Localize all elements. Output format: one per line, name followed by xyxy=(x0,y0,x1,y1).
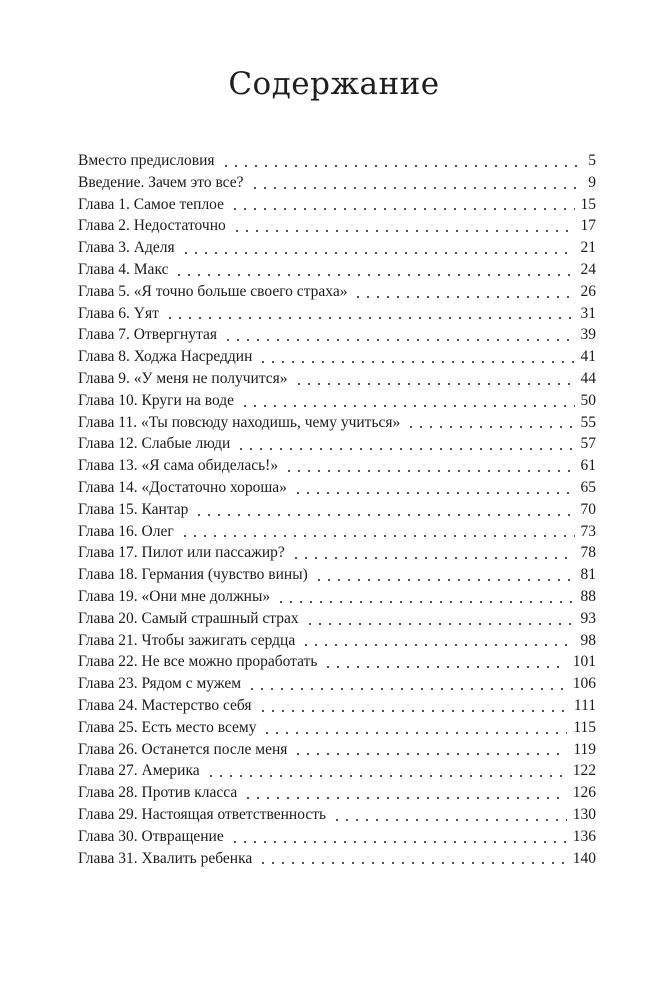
dot-leader xyxy=(258,862,566,864)
toc-entry-title: Глава 23. Рядом с мужем xyxy=(78,675,242,693)
toc-entry xyxy=(78,477,596,499)
dot-leader xyxy=(294,383,575,385)
toc-entry-page-number: 9 xyxy=(588,173,596,191)
dot-leader xyxy=(194,514,574,516)
toc-entry-page-number: 130 xyxy=(572,805,596,823)
toc-entry-title: Глава 20. Самый страшный страх xyxy=(78,609,299,627)
dot-leader xyxy=(206,775,567,777)
dot-leader xyxy=(276,601,574,603)
dot-leader xyxy=(293,753,567,755)
toc-entry xyxy=(78,346,596,368)
toc-entry-title: Глава 24. Мастерство себя xyxy=(78,696,252,714)
toc-entry-page-number: 41 xyxy=(580,348,596,366)
toc-entry xyxy=(78,215,596,237)
toc-entry xyxy=(78,237,596,259)
toc-entry-title: Глава 22. Не все можно проработать xyxy=(78,653,318,671)
toc-entry-title: Глава 31. Хвалить ребенка xyxy=(78,849,253,867)
toc-entry-page-number: 115 xyxy=(573,718,596,736)
dot-leader xyxy=(180,535,575,537)
dot-leader xyxy=(262,732,567,734)
dot-leader xyxy=(232,230,575,232)
toc-entry xyxy=(78,739,596,761)
dot-leader xyxy=(301,644,574,646)
toc-entry-title: Глава 10. Круги на воде xyxy=(78,391,235,409)
dot-leader xyxy=(293,492,575,494)
toc-entry xyxy=(78,368,596,390)
toc-entry xyxy=(78,826,596,848)
dot-leader xyxy=(250,187,582,189)
toc-entry-page-number: 15 xyxy=(580,195,596,213)
toc-entry-page-number: 24 xyxy=(580,260,596,278)
dot-leader xyxy=(240,405,574,407)
toc-entry xyxy=(78,804,596,826)
dot-leader xyxy=(236,448,574,450)
toc-entry xyxy=(78,303,596,325)
toc-entry xyxy=(78,564,596,586)
toc-entry-page-number: 65 xyxy=(580,478,596,496)
toc-entry-title: Глава 8. Ходжа Насреддин xyxy=(78,348,253,366)
toc-entry xyxy=(78,324,596,346)
toc-entry xyxy=(78,390,596,412)
dot-leader xyxy=(221,165,583,167)
toc-entry xyxy=(78,172,596,194)
toc-entry xyxy=(78,651,596,673)
toc-entry-page-number: 122 xyxy=(572,762,596,780)
toc-entry xyxy=(78,455,596,477)
toc-entry-title: Глава 15. Кантар xyxy=(78,500,189,518)
toc-entry-page-number: 98 xyxy=(580,631,596,649)
dot-leader xyxy=(284,470,574,472)
dot-leader xyxy=(323,666,566,668)
toc-entry-page-number: 73 xyxy=(580,522,596,540)
toc-entry-title: Глава 18. Германия (чувство вины) xyxy=(78,566,308,584)
dot-leader xyxy=(353,296,574,298)
toc-entry-title: Глава 25. Есть место всему xyxy=(78,718,257,736)
dot-leader xyxy=(258,361,574,363)
toc-entry xyxy=(78,521,596,543)
toc-entry-page-number: 101 xyxy=(572,653,596,671)
toc-entry xyxy=(78,150,596,172)
toc-entry-page-number: 55 xyxy=(580,413,596,431)
toc-entry-page-number: 81 xyxy=(580,566,596,584)
toc-entry-page-number: 26 xyxy=(580,282,596,300)
toc-entry-page-number: 21 xyxy=(580,239,596,257)
toc-entry-page-number: 44 xyxy=(580,369,596,387)
dot-leader xyxy=(174,274,574,276)
toc-entry xyxy=(78,608,596,630)
toc-entry-page-number: 57 xyxy=(580,435,596,453)
toc-entry-title: Глава 21. Чтобы зажигать сердца xyxy=(78,631,296,649)
page-title: Содержание xyxy=(228,66,440,102)
toc-entry-page-number: 140 xyxy=(572,849,596,867)
toc-entry-page-number: 126 xyxy=(572,784,596,802)
dot-leader xyxy=(291,557,575,559)
toc-entry-page-number: 31 xyxy=(580,304,596,322)
dot-leader xyxy=(314,579,575,581)
dot-leader xyxy=(305,623,575,625)
toc-entry-title: Глава 26. Останется после меня xyxy=(78,740,288,758)
toc-entry xyxy=(78,586,596,608)
toc-entry-page-number: 17 xyxy=(580,217,596,235)
toc-entry-title: Глава 11. «Ты повсюду находишь, чему учиться» xyxy=(78,413,401,431)
toc-entry-title: Глава 2. Недостаточно xyxy=(78,217,226,235)
toc-entry-title: Глава 19. «Они мне должны» xyxy=(78,587,271,605)
toc-entry-page-number: 78 xyxy=(580,544,596,562)
toc-entry-page-number: 106 xyxy=(572,675,596,693)
toc-entry xyxy=(78,194,596,216)
toc-entry-title: Глава 29. Настоящая ответственность xyxy=(78,805,327,823)
toc-entry-title: Глава 6. Yят xyxy=(78,304,159,322)
toc-entry-page-number: 111 xyxy=(573,696,596,714)
toc-entry xyxy=(78,433,596,455)
dot-leader xyxy=(247,688,567,690)
toc-entry-page-number: 136 xyxy=(572,827,596,845)
toc-entry-title: Вместо предисловия xyxy=(78,152,215,169)
toc-entry-title: Введение. Зачем это все? xyxy=(78,173,244,191)
toc-entry-page-number: 39 xyxy=(580,326,596,344)
toc-entry xyxy=(78,782,596,804)
dot-leader xyxy=(243,797,566,799)
toc-entry-title: Глава 13. «Я сама обиделась!» xyxy=(78,457,279,475)
toc-entry-page-number: 93 xyxy=(580,609,596,627)
toc-entry-page-number: 5 xyxy=(588,152,596,169)
toc-entry xyxy=(78,281,596,303)
dot-leader xyxy=(223,339,575,341)
toc-entry-title: Глава 17. Пилот или пассажир? xyxy=(78,544,285,562)
toc-entry xyxy=(78,760,596,782)
toc-entry-title: Глава 12. Слабые люди xyxy=(78,435,231,453)
toc-entry xyxy=(78,412,596,434)
toc-entry-title: Глава 27. Америка xyxy=(78,762,200,780)
toc-entry-title: Глава 4. Макс xyxy=(78,260,169,278)
toc-entry-page-number: 70 xyxy=(580,500,596,518)
toc-entry-title: Глава 7. Отвергнутая xyxy=(78,326,217,344)
toc-entry xyxy=(78,630,596,652)
toc-entry xyxy=(78,717,596,739)
toc-entry xyxy=(78,695,596,717)
dot-leader xyxy=(165,317,575,319)
dot-leader xyxy=(258,710,568,712)
toc-entry xyxy=(78,542,596,564)
toc-entry xyxy=(78,848,596,870)
toc-entry-title: Глава 30. Отвращение xyxy=(78,827,224,845)
toc-entry-title: Глава 5. «Я точно больше своего страха» xyxy=(78,282,348,300)
table-of-contents xyxy=(78,150,596,869)
toc-entry-title: Глава 28. Против класса xyxy=(78,784,238,802)
toc-entry-page-number: 61 xyxy=(580,457,596,475)
toc-entry-page-number: 50 xyxy=(580,391,596,409)
toc-entry xyxy=(78,673,596,695)
dot-leader xyxy=(181,252,575,254)
toc-entry-page-number: 88 xyxy=(580,587,596,605)
toc-entry xyxy=(78,259,596,281)
dot-leader xyxy=(230,208,574,210)
dot-leader xyxy=(332,819,567,821)
toc-entry-title: Глава 3. Аделя xyxy=(78,239,175,257)
toc-entry-title: Глава 1. Самое теплое xyxy=(78,195,225,213)
toc-entry-title: Глава 14. «Достаточно хороша» xyxy=(78,478,287,496)
toc-entry xyxy=(78,499,596,521)
dot-leader xyxy=(406,426,574,428)
toc-entry-title: Глава 9. «У меня не получится» xyxy=(78,369,288,387)
toc-entry-title: Глава 16. Олег xyxy=(78,522,174,540)
dot-leader xyxy=(230,841,567,843)
toc-entry-page-number: 119 xyxy=(573,740,596,758)
